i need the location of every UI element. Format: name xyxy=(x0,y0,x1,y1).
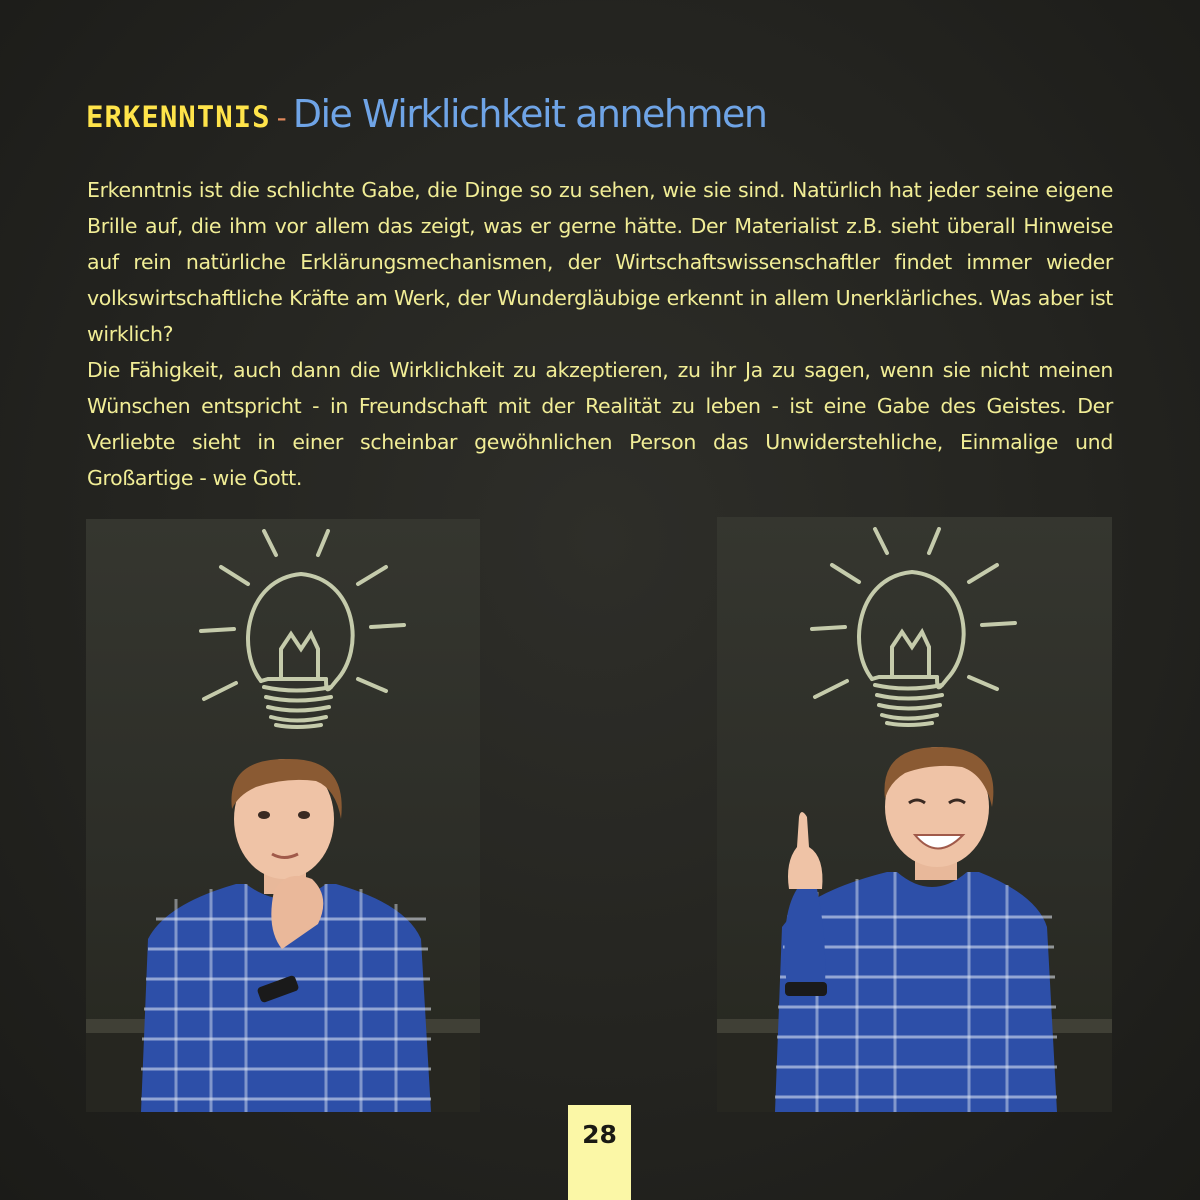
person-figure xyxy=(775,747,1057,1112)
person-figure xyxy=(141,759,431,1112)
body-text xyxy=(87,172,1113,496)
lightbulb-icon xyxy=(201,531,404,727)
photo-boy-thinking xyxy=(86,519,480,1112)
page-title xyxy=(86,88,1116,140)
paragraph-1: Erkenntnis ist die schlichte Gabe, die Dinge so zu sehen, wie sie sind. Natürlich hat jeder seine eigene Brille auf, die ihm vor allem das zeigt, was er gerne hätte. Der Materialist z.B. sieht überall Hinweise auf rein natürliche Erklärungsmechanismen, der Wirtschaftswissenschaftler findet immer wieder volkswirtschaftliche Kräfte am Werk, der Wundergläubige erkennt in allem Unerklärliches. Was aber ist wirklich? xyxy=(87,178,1113,346)
page-number-tab xyxy=(568,1105,631,1200)
title-dash: - xyxy=(276,101,287,134)
title-subtitle: Die Wirklichkeit annehmen xyxy=(292,92,767,136)
photo-boy-pointing xyxy=(717,517,1112,1112)
lightbulb-icon xyxy=(812,529,1015,725)
title-keyword: ERKENNTNIS xyxy=(86,100,271,134)
page-number: 28 xyxy=(582,1120,617,1149)
paragraph-2: Die Fähigkeit, auch dann die Wirklichkeit zu akzeptieren, zu ihr Ja zu sagen, wenn sie nicht meinen Wünschen entspricht - in Freundschaft mit der Realität zu leben - ist eine Gabe des Geistes. Der Verliebte sieht in einer scheinbar gewöhnlichen Person das Unwiderstehliche, Einmalige und Großartige - wie Gott. xyxy=(87,358,1113,490)
